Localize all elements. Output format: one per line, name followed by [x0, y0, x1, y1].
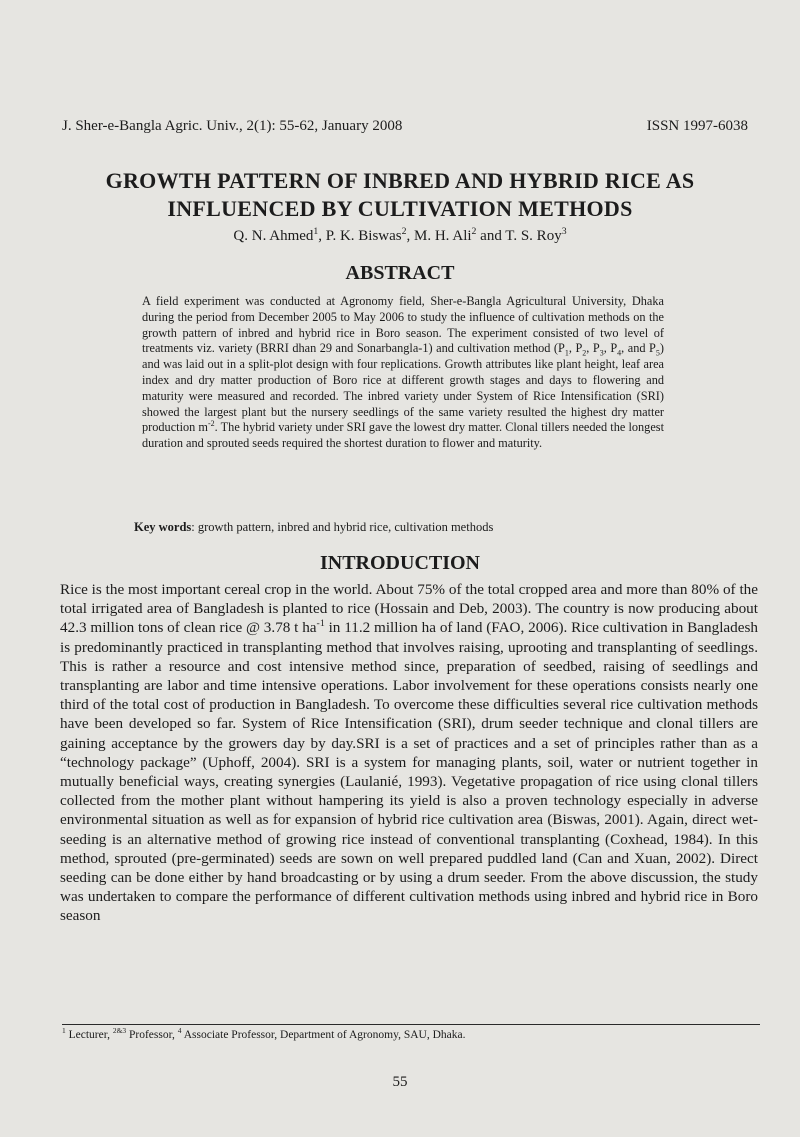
- superscript: -2: [208, 419, 215, 429]
- author-2-affiliation: 2: [401, 226, 407, 237]
- author-list: [60, 228, 740, 245]
- abstract-sep: , P: [603, 341, 618, 356]
- affiliation-footnote: [62, 1026, 760, 1041]
- footnote-text: Professor,: [126, 1029, 178, 1041]
- page-number: 55: [392, 1074, 408, 1090]
- title-line-1: GROWTH PATTERN OF INBRED AND HYBRID RICE AS: [105, 168, 695, 193]
- subscript: 4: [617, 348, 622, 358]
- subscript: 1: [564, 348, 569, 358]
- intro-part-1: Rice is the most important cereal crop in the world. About 75% of the total cropped area and more than 80% of the total irrigated area of Bangladesh is planted to rice (Hossain and Deb, 2003). The country is now producing about 42.3 million tons of clean rice @ 3.78 t ha: [60, 581, 758, 637]
- superscript: -1: [316, 618, 325, 630]
- author-1-affiliation: 1: [313, 226, 319, 237]
- introduction-text: [60, 580, 758, 926]
- introduction-heading: INTRODUCTION: [319, 552, 481, 574]
- footnote-rule: [62, 1024, 760, 1025]
- subscript: 2: [582, 348, 587, 358]
- title-line-2: INFLUENCED BY CULTIVATION METHODS: [167, 196, 633, 221]
- keywords-label: Key words: [134, 520, 192, 534]
- journal-citation: J. Sher-e-Bangla Agric. Univ., 2(1): 55-62, January 2008: [62, 118, 403, 134]
- author-4: and T. S. Roy: [476, 228, 562, 244]
- abstract-part-1: A field experiment was conducted at Agronomy field, Sher-e-Bangla Agricultural University, Dhaka during the period from December 2005 to May 2006 to study the influence of cultivation methods on the growth pattern of inbred and hybrid rice in Boro season. The experiment consisted of two level of treatments viz. variety (BRRI dhan 29 and Sonarbangla-1) and cultivation method (P: [142, 294, 664, 356]
- abstract-sep: , P: [586, 341, 600, 356]
- author-4-affiliation: 3: [561, 226, 567, 237]
- footnote-text: Associate Professor, Department of Agronomy, SAU, Dhaka.: [181, 1029, 466, 1041]
- running-header: [62, 118, 748, 135]
- subscript: 5: [655, 348, 660, 358]
- keywords-text: : growth pattern, inbred and hybrid rice, cultivation methods: [191, 520, 494, 534]
- footnote-mark: 4: [177, 1026, 182, 1036]
- author-1: Q. N. Ahmed: [233, 228, 314, 244]
- abstract-sep: , P: [568, 341, 583, 356]
- abstract-part-3: . The hybrid variety under SRI gave the lowest dry matter. Clonal tillers needed the longest duration and sprouted seeds required the shortest duration to flower and maturity.: [142, 420, 664, 451]
- footnote-mark: 1: [62, 1026, 66, 1036]
- intro-part-2: in 11.2 million ha of land (FAO, 2006). Rice cultivation in Bangladesh is predominantly practiced in transplanting method that involves raising, uprooting and transplanting of seedlings. This is rather a resource and cost intensive method since, preparation of seedbed, raising of seedlings and transplanting are labor and time intensive operations. Labor involvement for these operations consists nearly one third of the total cost of production in Bangladesh. To overcome these difficulties several rice cultivation methods have been developed so far. System of Rice Intensification (SRI), drum seeder technique and clonal tillers are gaining acceptance by the growers day by day.SRI is a set of practices and a set of principles rather than as a “technology package” (Uphoff, 2004). SRI is a system for managing plants, soil, water or nutrient together in mutually beneficial ways, creating synergies (Laulanié, 1993). Vegetative propagation of rice using clonal tillers collected from the mother plant without hampering its yield is also a proven technology especially in adverse environmental situation as well as for expansion of hybrid rice cultivation area (Biswas, 2001). Again, direct wet-seeding is an alternative method of growing rice instead of conventional transplanting (Coxhead, 1984). In this method, sprouted (pre-germinated) seeds are sown on well prepared puddled land (Can and Xuan, 2002). Direct seeding can be done either by hand broadcasting or by using a drum seeder. From the above discussion, the study was undertaken to compare the performance of different cultivation methods using inbred and hybrid rice in Boro season: [60, 619, 759, 925]
- abstract-heading: ABSTRACT: [345, 262, 455, 284]
- keywords: [134, 520, 674, 535]
- paper-title: [60, 167, 740, 223]
- footnote-mark: 2&3: [112, 1026, 127, 1036]
- author-3: , M. H. Ali: [406, 228, 472, 244]
- abstract-sep: , and P: [621, 341, 656, 356]
- author-3-affiliation: 2: [471, 226, 477, 237]
- abstract-text: [142, 294, 664, 452]
- abstract-part-2: ) and was laid out in a split-plot design with four replications. Growth attributes like plant height, leaf area index and dry matter production of Boro rice at different growth stages and days to flowering and maturity were measured and recorded. The inbred variety under System of Rice Intensification (SRI) showed the largest plant but the nursery seedlings of the same variety resulted the highest dry matter production m: [142, 341, 664, 435]
- footnote-text: Lecturer,: [65, 1029, 113, 1041]
- issn: ISSN 1997-6038: [646, 118, 748, 134]
- author-2: , P. K. Biswas: [318, 228, 402, 244]
- subscript: 3: [599, 348, 604, 358]
